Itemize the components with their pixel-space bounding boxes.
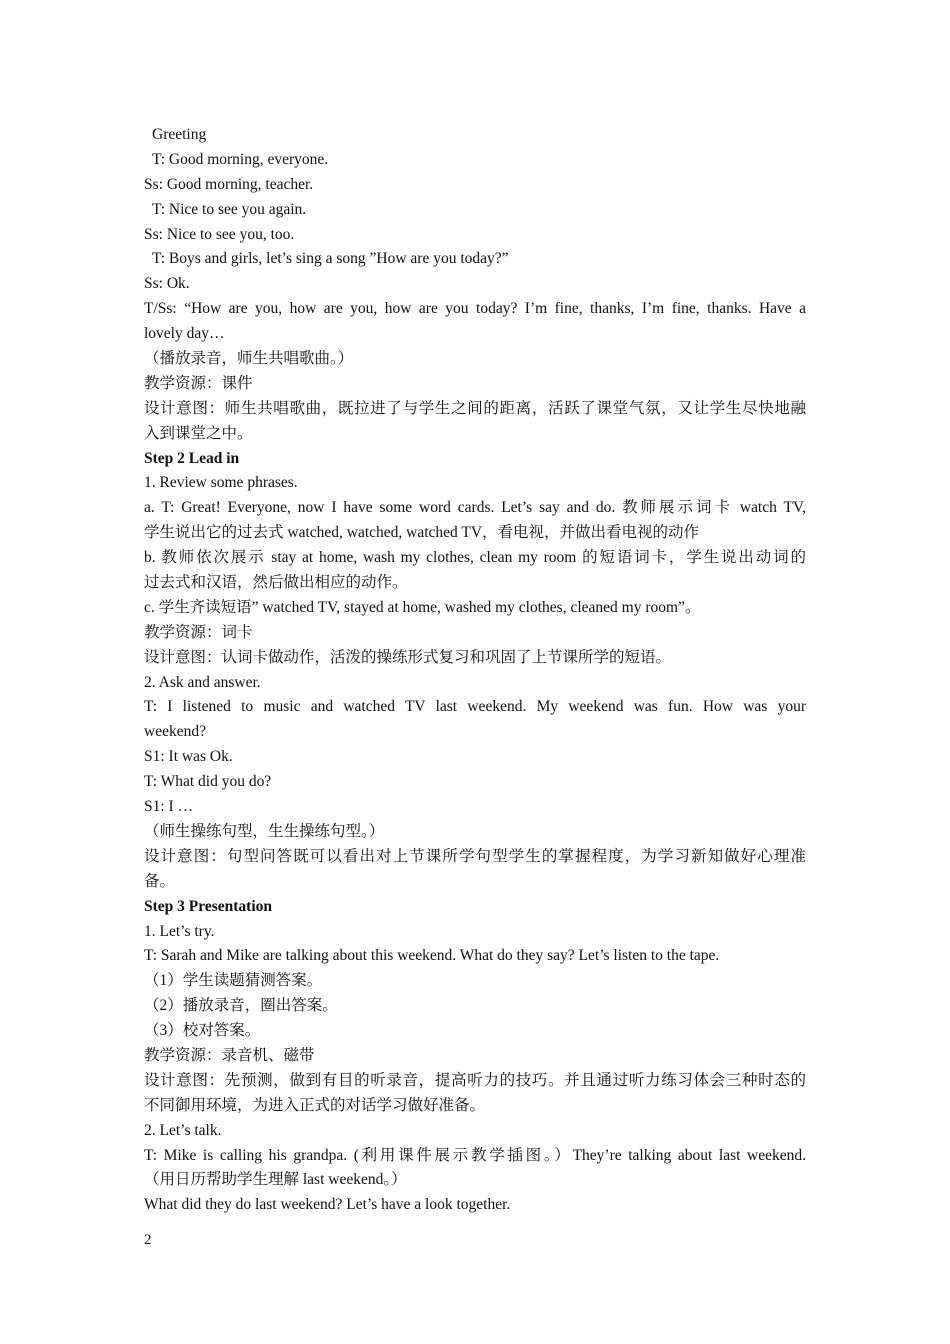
section-heading: Step 3 Presentation (144, 897, 273, 915)
text-line: 1. Review some phrases. (144, 474, 298, 492)
text-line: 设计意图：师生共唱歌曲，既拉进了与学生之间的距离，活跃了课堂气氛，又让学生尽快地融 (144, 399, 806, 417)
text-line: 1. Let’s try. (144, 922, 215, 940)
text-line: Greeting (152, 126, 207, 143)
text-line: （1）学生读题猜测答案。 (144, 972, 323, 990)
text-line: 2. Let’s talk. (144, 1121, 222, 1139)
text-line: T: Good morning, everyone. (152, 150, 329, 168)
text-line: 设计意图：句型问答既可以看出对上节课所学句型学生的掌握程度，为学习新知做好心理准 (144, 847, 806, 865)
text-line: （播放录音，师生共唱歌曲。） (144, 350, 354, 368)
text-line: T: Mike is calling his grandpa. (利用课件展示教学插图。）They’re talking about last weekend. (144, 1146, 806, 1164)
text-line: T/Ss: “How are you, how are you, how are you today? I’m fine, thanks, I’m fine, thanks. Have a (144, 300, 806, 318)
text-line: （师生操练句型，生生操练句型。） (144, 822, 385, 840)
text-line: 设计意图：先预测，做到有目的听录音，提高听力的技巧。并且通过听力练习体会三种时态的 (144, 1071, 806, 1089)
text-line: （用日历帮助学生理解 last weekend。） (144, 1171, 407, 1189)
text-line: （3）校对答案。 (144, 1022, 261, 1040)
text-line: Ss: Good morning, teacher. (144, 175, 314, 193)
text-line: What did they do last weekend? Let’s have a look together. (144, 1196, 511, 1214)
text-line: 过去式和汉语，然后做出相应的动作。 (144, 574, 408, 592)
text-line: 入到课堂之中。 (144, 424, 253, 442)
text-line: T: I listened to music and watched TV last weekend. My weekend was fun. How was your (144, 698, 806, 716)
text-line: c. 学生齐读短语” watched TV, stayed at home, washed my clothes, cleaned my room”。 (144, 598, 701, 616)
document-body (144, 123, 806, 1218)
text-line: T: What did you do? (144, 773, 272, 791)
text-line: 2. Ask and answer. (144, 673, 261, 691)
text-line: Ss: Ok. (144, 275, 190, 293)
text-line: b. 教师依次展示 stay at home, wash my clothes, clean my room 的短语词卡，学生说出动词的 (144, 549, 806, 567)
text-line: 备。 (144, 872, 176, 890)
text-line: 学生说出它的过去式 watched, watched, watched TV，看电视，并做出看电视的动作 (144, 524, 700, 542)
page-number: 2 (144, 1232, 152, 1248)
text-line: 教学资源：词卡 (144, 623, 253, 641)
text-line: Ss: Nice to see you, too. (144, 225, 295, 243)
text-line: S1: I … (144, 798, 194, 816)
text-line: a. T: Great! Everyone, now I have some word cards. Let’s say and do. 教师展示词卡 watch TV, (144, 499, 806, 517)
text-line: S1: It was Ok. (144, 748, 233, 766)
text-line: 设计意图：认词卡做动作，活泼的操练形式复习和巩固了上节课所学的短语。 (144, 648, 672, 666)
section-heading: Step 2 Lead in (144, 449, 240, 467)
text-line: T: Boys and girls, let’s sing a song ”How are you today?” (152, 250, 509, 268)
text-line: T: Nice to see you again. (152, 200, 307, 218)
text-line: 教学资源：录音机、磁带 (144, 1046, 315, 1064)
text-line: 教学资源：课件 (144, 374, 253, 392)
text-line: lovely day… (144, 325, 225, 343)
text-line: weekend? (144, 723, 206, 741)
text-line: （2）播放录音，圈出答案。 (144, 997, 338, 1015)
text-line: T: Sarah and Mike are talking about this weekend. What do they say? Let’s listen to the tape. (144, 947, 720, 965)
text-line: 不同御用环境，为进入正式的对话学习做好准备。 (144, 1096, 486, 1114)
